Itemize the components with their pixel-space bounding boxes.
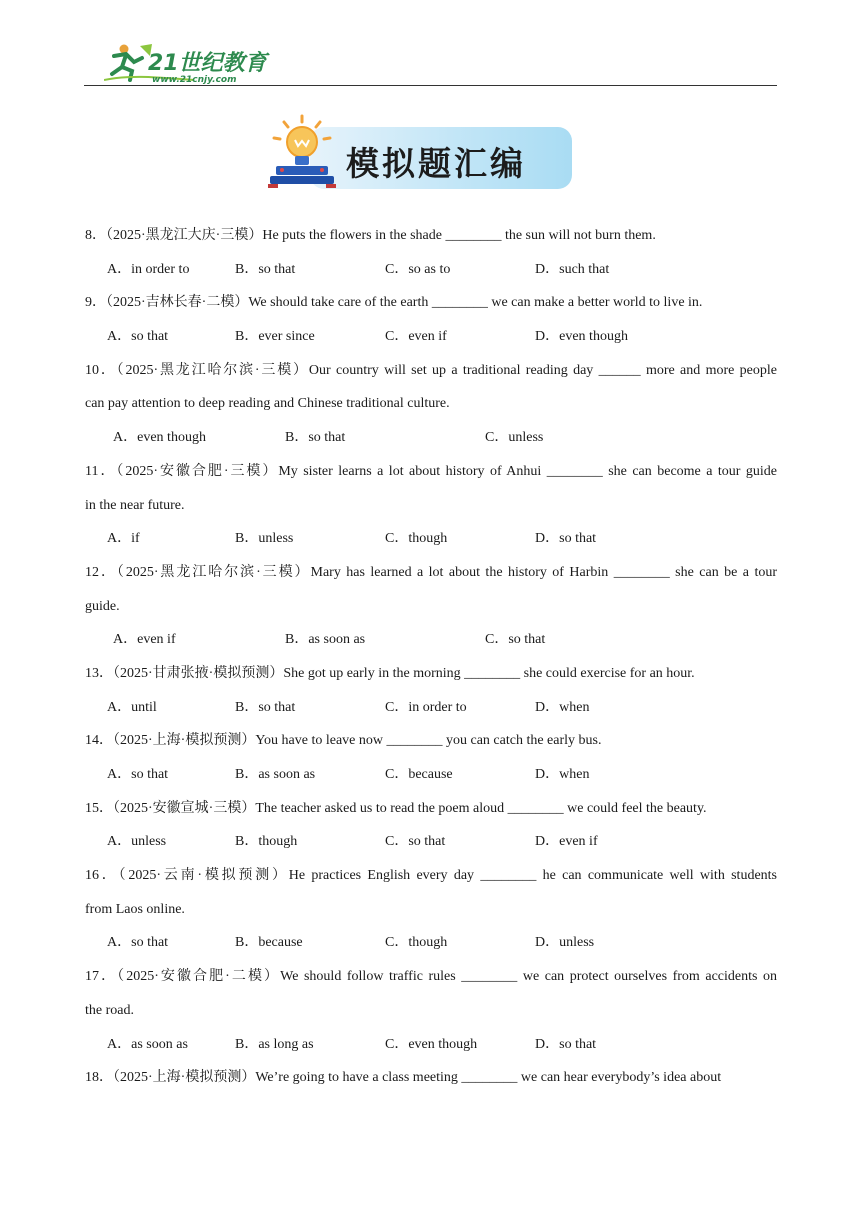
option-letter: C． xyxy=(385,699,409,715)
question-source: （2025·云南·模拟预测） xyxy=(118,868,289,884)
answer-options xyxy=(85,691,777,725)
answer-option[interactable] xyxy=(535,320,628,354)
answer-options xyxy=(85,758,777,792)
option-letter: C． xyxy=(385,935,409,951)
question-number: 17． xyxy=(85,969,118,985)
question-number: 15． xyxy=(85,800,113,816)
answer-option[interactable] xyxy=(385,758,453,792)
answer-option[interactable] xyxy=(385,253,450,287)
answer-option[interactable] xyxy=(235,1028,314,1062)
option-text: so that xyxy=(308,430,346,446)
answer-option[interactable] xyxy=(235,522,293,556)
option-text: so that xyxy=(559,531,597,547)
question-item xyxy=(85,960,777,1061)
option-letter: B． xyxy=(235,261,259,277)
option-text: as soon as xyxy=(131,1036,188,1052)
option-text: so that xyxy=(131,329,169,345)
answer-option[interactable] xyxy=(535,253,609,287)
option-text: such that xyxy=(559,261,610,277)
question-stem xyxy=(85,354,777,388)
page-header xyxy=(0,0,860,100)
answer-option[interactable] xyxy=(385,691,467,725)
option-text: so that xyxy=(508,632,546,648)
question-number: 9． xyxy=(85,295,106,311)
option-text: so that xyxy=(258,699,296,715)
option-text: so that xyxy=(258,261,296,277)
option-letter: D． xyxy=(535,1036,560,1052)
option-text: though xyxy=(408,531,448,547)
question-stem xyxy=(85,286,777,320)
answer-option[interactable] xyxy=(107,758,168,792)
question-text: We should follow traffic rules ________ we can protect ourselves from accidents on xyxy=(280,969,778,985)
answer-option[interactable] xyxy=(107,926,168,960)
question-stem xyxy=(85,792,777,826)
question-stem xyxy=(85,657,777,691)
answer-option[interactable] xyxy=(385,320,447,354)
option-text: as long as xyxy=(258,1036,314,1052)
answer-option[interactable] xyxy=(385,926,447,960)
question-text-continuation: the road. xyxy=(85,1002,134,1018)
answer-option[interactable] xyxy=(535,825,598,859)
answer-option[interactable] xyxy=(107,253,189,287)
option-letter: A． xyxy=(107,531,132,547)
question-source: （2025·安徽合肥·二模） xyxy=(117,969,281,985)
option-text: because xyxy=(258,935,303,951)
answer-options xyxy=(85,421,777,455)
option-text: if xyxy=(131,531,140,547)
answer-option[interactable] xyxy=(107,320,168,354)
question-number: 16． xyxy=(85,868,119,884)
option-text: as soon as xyxy=(308,632,366,648)
option-letter: D． xyxy=(535,935,560,951)
answer-option[interactable] xyxy=(285,421,345,455)
answer-option[interactable] xyxy=(235,926,303,960)
option-letter: D． xyxy=(535,699,560,715)
option-letter: B． xyxy=(285,632,309,648)
option-text: unless xyxy=(131,834,167,850)
lightbulb-icon xyxy=(262,112,342,194)
option-text: in order to xyxy=(408,699,467,715)
answer-option[interactable] xyxy=(535,758,589,792)
option-text: so that xyxy=(408,834,446,850)
question-stem xyxy=(85,455,777,489)
question-number: 12． xyxy=(85,564,117,580)
question-item xyxy=(85,859,777,960)
option-text: so as to xyxy=(408,261,451,277)
answer-option[interactable] xyxy=(235,825,297,859)
question-source: （2025·吉林长春·二模） xyxy=(106,295,249,311)
answer-options xyxy=(85,623,777,657)
option-letter: B． xyxy=(235,935,259,951)
question-text-continuation: from Laos online. xyxy=(85,901,185,917)
option-text: even though xyxy=(559,329,628,345)
option-letter: B． xyxy=(285,430,309,446)
question-text: The teacher asked us to read the poem aloud ________ we could feel the beauty. xyxy=(255,800,707,816)
option-letter: C． xyxy=(385,834,409,850)
section-banner xyxy=(262,112,574,194)
answer-option[interactable] xyxy=(113,421,206,455)
question-item xyxy=(85,219,777,286)
question-stem xyxy=(85,724,777,758)
option-letter: C． xyxy=(385,531,409,547)
answer-options xyxy=(85,926,777,960)
question-source: （2025·黑龙江大庆·三模） xyxy=(106,228,263,243)
question-number: 10． xyxy=(85,362,117,378)
answer-option[interactable] xyxy=(535,1028,596,1062)
header-divider xyxy=(84,85,777,86)
option-text: even though xyxy=(408,1036,478,1052)
option-text: even though xyxy=(137,430,206,446)
answer-options xyxy=(85,825,777,859)
answer-option[interactable] xyxy=(535,926,594,960)
question-item xyxy=(85,657,777,724)
option-letter: C． xyxy=(485,632,509,648)
question-number: 13． xyxy=(85,665,113,681)
option-text: as soon as xyxy=(258,767,316,782)
option-letter: A． xyxy=(113,430,138,446)
question-text: My sister learns a lot about history of Anhui ________ she can become a tour guide xyxy=(278,463,778,479)
option-text: even if xyxy=(559,834,598,850)
answer-option[interactable] xyxy=(385,522,447,556)
answer-option[interactable] xyxy=(535,522,596,556)
answer-option[interactable] xyxy=(285,623,365,657)
question-source: （2025·上海·模拟预测） xyxy=(113,733,256,749)
answer-option[interactable] xyxy=(107,691,157,725)
question-text-continuation: guide. xyxy=(85,598,120,614)
option-letter: C． xyxy=(385,1036,409,1052)
answer-option[interactable] xyxy=(385,1028,477,1062)
option-letter: B． xyxy=(235,531,259,547)
option-letter: A． xyxy=(107,261,132,277)
question-text: Mary has learned a lot about the history of Harbin ________ she can be a tour xyxy=(310,564,778,580)
option-letter: C． xyxy=(385,329,409,345)
option-text: even if xyxy=(137,632,176,648)
option-text: because xyxy=(408,767,453,782)
question-source: （2025·安徽合肥·三模） xyxy=(116,463,279,479)
answer-option[interactable] xyxy=(235,253,295,287)
option-letter: A． xyxy=(107,329,132,345)
option-text: unless xyxy=(559,935,595,951)
answer-option[interactable] xyxy=(385,825,445,859)
option-letter: B． xyxy=(235,1036,259,1052)
option-letter: C． xyxy=(385,767,409,782)
question-text: We should take care of the earth ________ we can make a better world to live in. xyxy=(248,295,703,311)
answer-options xyxy=(85,320,777,354)
answer-option[interactable] xyxy=(113,623,176,657)
question-source: （2025·甘肃张掖·模拟预测） xyxy=(113,665,284,681)
option-text: when xyxy=(559,767,590,782)
answer-options xyxy=(85,1028,777,1062)
svg-text:21世纪教育: 21世纪教育 xyxy=(148,51,267,76)
answer-option[interactable] xyxy=(107,1028,188,1062)
question-item xyxy=(85,724,777,791)
logo xyxy=(104,40,274,86)
question-stem xyxy=(85,960,777,994)
question-number: 18． xyxy=(85,1070,113,1086)
question-item xyxy=(85,792,777,859)
question-text: She got up early in the morning ________ she could exercise for an hour. xyxy=(283,665,695,681)
question-source: （2025·安徽宣城·三模） xyxy=(113,800,256,816)
answer-option[interactable] xyxy=(235,691,295,725)
option-text: when xyxy=(559,699,590,715)
option-letter: A． xyxy=(107,935,132,951)
option-letter: A． xyxy=(107,767,132,782)
option-text: unless xyxy=(508,430,544,446)
answer-options xyxy=(85,253,777,287)
question-list xyxy=(85,219,777,1095)
question-text: You have to leave now ________ you can catch the early bus. xyxy=(255,733,602,749)
option-letter: A． xyxy=(107,834,132,850)
option-letter: D． xyxy=(535,329,560,345)
question-text-continuation: can pay attention to deep reading and Chinese traditional culture. xyxy=(85,396,450,412)
question-number: 8． xyxy=(85,228,106,243)
question-source: （2025·上海·模拟预测） xyxy=(113,1070,256,1086)
svg-text:www.21cnjy.com: www.21cnjy.com xyxy=(152,75,237,85)
question-text: He practices English every day ________ he can communicate well with students xyxy=(288,868,778,884)
question-text: Our country will set up a traditional reading day ______ more and more people xyxy=(308,362,777,378)
question-text: We’re going to have a class meeting ________ we can hear everybody’s idea about xyxy=(255,1070,722,1086)
option-letter: C． xyxy=(385,261,409,277)
option-letter: D． xyxy=(535,767,560,782)
question-text-continuation: in the near future. xyxy=(85,497,185,513)
answer-option[interactable] xyxy=(235,758,315,792)
question-stem xyxy=(85,859,777,893)
option-letter: C． xyxy=(485,430,509,446)
question-number: 14． xyxy=(85,733,113,749)
question-number: 11． xyxy=(85,463,117,479)
answer-option[interactable] xyxy=(535,691,589,725)
option-text: though xyxy=(258,834,298,850)
question-item xyxy=(85,556,777,657)
question-stem xyxy=(85,1061,777,1095)
question-source: （2025·黑龙江哈尔滨·三模） xyxy=(116,564,311,580)
option-text: even if xyxy=(408,329,447,345)
question-stem xyxy=(85,219,777,253)
option-text: ever since xyxy=(258,329,315,345)
answer-option[interactable] xyxy=(485,623,545,657)
option-letter: A． xyxy=(107,1036,132,1052)
question-item xyxy=(85,286,777,353)
option-letter: D． xyxy=(535,261,560,277)
question-item xyxy=(85,354,777,455)
option-letter: D． xyxy=(535,531,560,547)
logo-graphic xyxy=(104,40,274,86)
option-text: so that xyxy=(559,1036,597,1052)
answer-option[interactable] xyxy=(235,320,315,354)
option-letter: B． xyxy=(235,767,259,782)
option-letter: B． xyxy=(235,699,259,715)
option-letter: B． xyxy=(235,834,259,850)
option-letter: D． xyxy=(535,834,560,850)
option-text: in order to xyxy=(131,261,190,277)
option-letter: A． xyxy=(113,632,138,648)
option-text: so that xyxy=(131,935,169,951)
question-source: （2025·黑龙江哈尔滨·三模） xyxy=(116,362,309,378)
option-text: unless xyxy=(258,531,294,547)
question-item xyxy=(85,455,777,556)
question-item xyxy=(85,1061,777,1095)
answer-option[interactable] xyxy=(107,522,140,556)
option-letter: A． xyxy=(107,699,132,715)
answer-option[interactable] xyxy=(485,421,543,455)
answer-options xyxy=(85,522,777,556)
banner-title: 模拟题汇编 xyxy=(346,144,526,183)
option-text: though xyxy=(408,935,448,951)
option-text: until xyxy=(131,699,157,715)
option-text: so that xyxy=(131,767,169,782)
question-text: He puts the flowers in the shade ________ the sun will not burn them. xyxy=(262,228,656,243)
option-letter: B． xyxy=(235,329,259,345)
question-stem xyxy=(85,556,777,590)
answer-option[interactable] xyxy=(107,825,166,859)
